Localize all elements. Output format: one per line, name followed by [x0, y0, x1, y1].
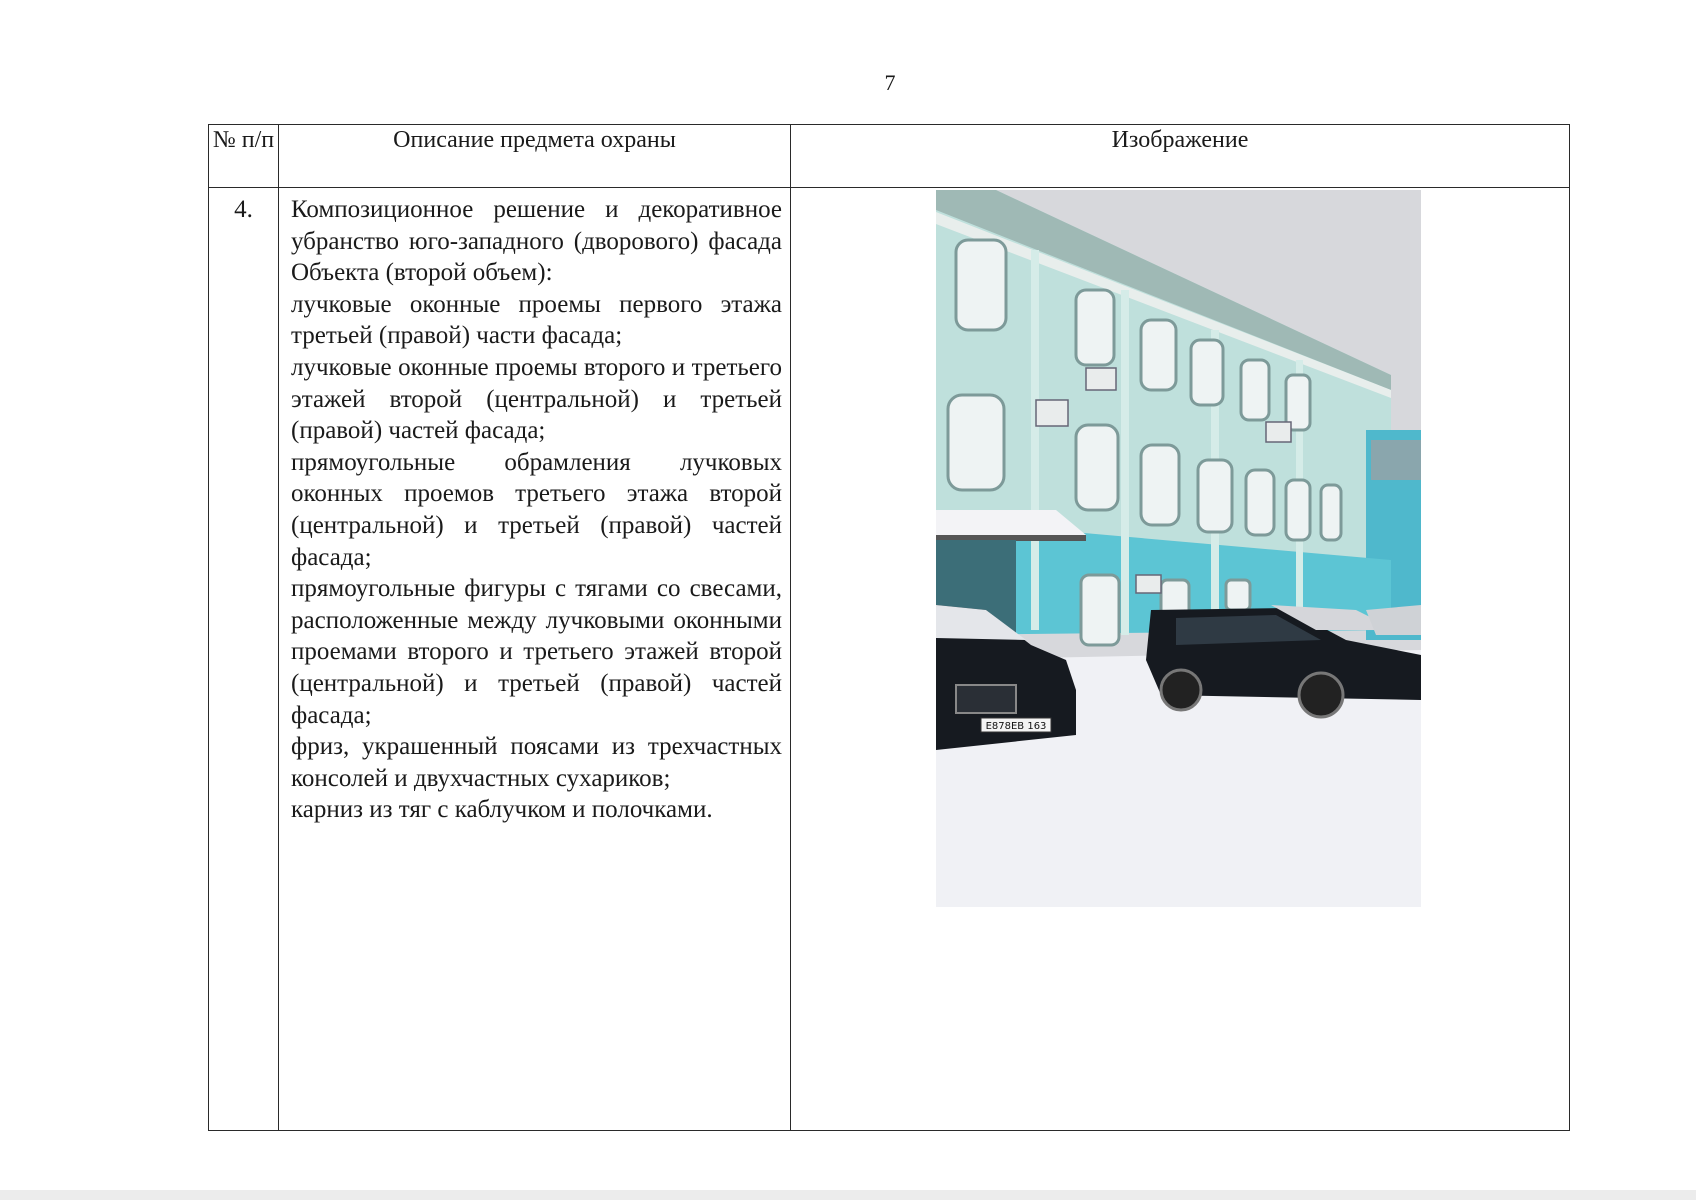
- description-paragraph: фриз, украшенный поясами из трехчастных консолей и двухчастных сухариков;: [291, 733, 782, 792]
- facade-photo: [936, 190, 1421, 907]
- description-paragraph: карниз из тяг с каблучком и полочками.: [291, 796, 713, 824]
- header-image: Изображение: [791, 125, 1570, 188]
- svg-text:Е878ЕВ 163: Е878ЕВ 163: [985, 721, 1047, 732]
- description-paragraph: прямоугольные обрамления лучковых оконных проемов третьего этажа второй (центральной) и третьей (правой) частей фасада;: [291, 448, 782, 571]
- table-row: [209, 188, 1570, 1131]
- table-header-row: [209, 125, 1570, 188]
- description-paragraph: лучковые оконные проемы первого этажа третьей (правой) части фасада;: [291, 290, 782, 350]
- scan-edge: [0, 1190, 1696, 1200]
- header-description: Описание предмета охраны: [279, 125, 791, 188]
- page-number: 7: [884, 70, 896, 95]
- header-num: № п/п: [209, 125, 279, 188]
- description-cell: [279, 188, 791, 1131]
- description-paragraph: прямоугольные фигуры с тягами со свесами, расположенные между лучковыми оконными проемами второго и третьего этажей второй (центральной) и третьей (правой) частей фасада;: [291, 575, 782, 729]
- image-cell: [791, 188, 1570, 1131]
- description-paragraph: Композиционное решение и декоративное убранство юго-западного (дворового) фасада Объекта (второй объем):: [291, 196, 782, 287]
- protection-subject-table: [208, 124, 1570, 1131]
- description-paragraph: лучковые оконные проемы второго и третьего этажей второй (центральной) и третьей (правой) частей фасада;: [291, 353, 782, 445]
- row-number: 4.: [209, 188, 279, 1131]
